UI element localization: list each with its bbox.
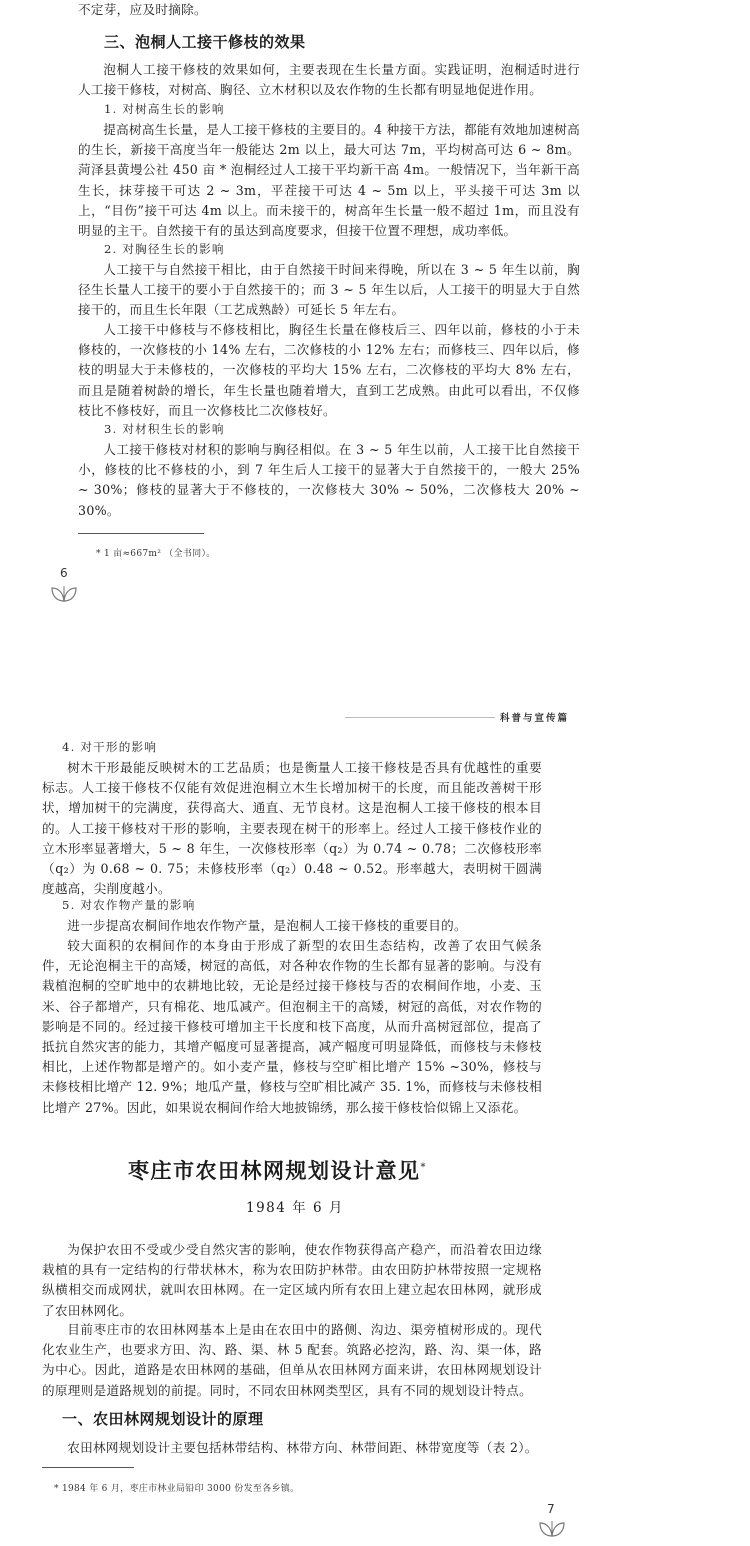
article-paragraph-2: 目前枣庄市的农田林网基本上是由在农田中的路侧、沟边、渠旁植树形成的。现代化农业生产，也要求方田、沟、路、渠、林 5 配套。筑路必挖沟，路、沟、渠一体，路为中心。因此，道路是农田林网的基础，但单从农田林网方面来讲，农田林网规划设计的原理则是道路规划的前提。同时，不同农田林网类型区，具有不同的规划设计特点。 [42, 1322, 542, 1398]
page-number-7: 7 [547, 1502, 555, 1516]
leaf-ornament-icon-page7 [538, 1516, 566, 1538]
subheading-stem-form: 4. 对干形的影响 [62, 740, 158, 754]
footnote-rule [78, 533, 204, 534]
subheading-diameter: 2. 对胸径生长的影响 [104, 242, 225, 256]
article-paragraph-1: 为保护农田不受或少受自然灾害的影响，使农作物获得高产稳产，而沿着农田边缘栽植的具有一定结构的行带状林木，称为农田防护林带。由农田防护林带按照一定规格纵横相交而成网状，就叫农田林网。在一定区域内所有农田上建立起农田林网，就形成了农田林网化。 [42, 1242, 542, 1318]
header-rule [345, 717, 495, 718]
footnote-page6: * 1 亩≈667m² （全书同）。 [96, 549, 216, 559]
section3-title: 三、泡桐人工接干修枝的效果 [104, 33, 306, 51]
article-paragraph-3: 农田林网规划设计主要包括林带结构、林带方向、林带间距、林带宽度等（表 2）。 [67, 1440, 538, 1455]
subheading-volume: 3. 对材积生长的影响 [104, 422, 225, 436]
paragraph-diameter-2: 人工接干中修枝与不修枝相比，胸径生长量在修枝后三、四年以前，修枝的小于未修枝的，一次修枝的小 14% 左右，二次修枝的小 12% 左右；而修枝三、四年以后，修枝的明显大于未修枝的，一次修枝的平均大 15% 左右，二次修枝的平均大 8% 左右，而且是随着树龄的增长，年生长量也随着增大，直到工艺成熟。由此可以看出，不仅修枝比不修枝好，而且一次修枝比二次修枝好。 [78, 322, 580, 418]
section1-title: 一、农田林网规划设计的原理 [62, 1410, 264, 1428]
intro-paragraph: 泡桐人工接干修枝的效果如何，主要表现在生长量方面。实践证明，泡桐适时进行人工接干修枝，对树高、胸径、立木材积以及农作物的生长都有明显地促进作用。 [78, 62, 580, 98]
subheading-tree-height: 1. 对树高生长的影响 [104, 102, 225, 116]
paragraph-volume: 人工接干修枝对材积的影响与胸径相似。在 3 ~ 5 年生以前，人工接干比自然接干小，修枝的比不修枝的小，到 7 年生后人工接干的显著大于自然接干的，一般大 25% ~ 30%；修枝的显著大于不修枝的，一次修枝大 30% ~ 50%，二次修枝大 20% ~ 30%。 [78, 442, 580, 518]
subheading-crop-yield: 5. 对农作物产量的影响 [62, 898, 196, 912]
paragraph-stem-form: 树木干形最能反映树木的工艺品质；也是衡量人工接干修枝是否具有优越性的重要标志。人工接干修枝不仅能有效促进泡桐立木生长增加树干的长度，而且能改善树干形状，增加树干的完满度，获得高大、通直、无节良材。这是泡桐人工接干修枝的根本目的。人工接干修枝对干形的影响，主要表现在树干的形率上。经过人工接干修枝作业的立木形率显著增大，5 ~ 8 年生，一次修枝形率（q₂）为 0.74 ~ 0.78；二次修枝形率（q₂）为 0.68 ~ 0. 75；未修枝形率（q₂）0.48 ~ 0.52。形率越大，表明树干圆满度越高，尖削度越小。 [42, 760, 542, 897]
paragraph-crop-yield-1: 进一步提高农桐间作地农作物产量，是泡桐人工接干修枝的重要目的。 [67, 918, 467, 933]
top-fragment: 不定芽，应及时摘除。 [78, 2, 207, 17]
paragraph-tree-height: 提高树高生长量，是人工接干修枝的主要目的。4 种接干方法，都能有效地加速树高的生长，新接干高度当年一般能达 2m 以上，最大可达 7m，平均树高可达 6 ~ 8m。菏泽县黄墁公社 450 亩 * 泡桐经过人工接干平均新干高 4m。一般情况下，当年新干高生长，抹芽接干可达 2 ~ 3m，平茬接干可达 4 ~ 5m 以上，平头接干可达 3m 以上，“目伤”接干可达 4m 以上。而未接干的，树高年生长量一般不超过 1m，而且没有明显的主干。自然接干有的虽达到高度要求，但接干位置不理想，成功率低。 [78, 122, 580, 239]
footnote-rule-page7 [42, 1467, 134, 1468]
article-title-footnote-mark: * [420, 1162, 427, 1173]
page-number-6: 6 [60, 566, 68, 580]
paragraph-crop-yield-2: 较大面积的农桐间作的本身由于形成了新型的农田生态结构，改善了农田气候条件，无论泡桐主干的高矮，树冠的高低，对各种农作物的生长都有显著的影响。与没有栽植泡桐的空旷地中的农耕地比较，无论是经过接干修枝与否的农桐间作地，小麦、玉米、谷子都增产，只有棉花、地瓜减产。但泡桐主干的高矮，树冠的高低，对农作物的影响是不同的。经过接干修枝可增加主干长度和枝下高度，从而升高树冠部位，提高了抵抗自然灾害的能力，其增产幅度可显著提高，减产幅度可明显降低，而修枝与未修枝相比，上述作物都是增产的。如小麦产量，修枝与空旷相比增产 15% ~30%，修枝与未修枝相比增产 12. 9%；地瓜产量，修枝与空旷相比减产 35. 1%，而修枝与未修枝相比增产 27%。因此，如果说农桐间作给大地披锦绣，那么接干修枝恰似锦上又添花。 [42, 938, 542, 1115]
article-title [128, 1155, 427, 1185]
paragraph-diameter-1: 人工接干与自然接干相比，由于自然接干时间来得晚，所以在 3 ~ 5 年生以前，胸径生长量人工接干的要小于自然接干的；而 3 ~ 5 年生以后，人工接干的明显大于自然接干的，而且生长年限（工艺成熟龄）可延长 5 年左右。 [78, 262, 580, 318]
leaf-ornament-icon [50, 581, 78, 603]
footnote-page7: * 1984 年 6 月，枣庄市林业局铅印 3000 份发至各乡镇。 [54, 1484, 300, 1494]
running-header: 科普与宣传篇 [500, 713, 570, 724]
article-date: 1984 年 6 月 [246, 1200, 344, 1216]
article-title-text: 枣庄市农田林网规划设计意见 [128, 1158, 421, 1183]
